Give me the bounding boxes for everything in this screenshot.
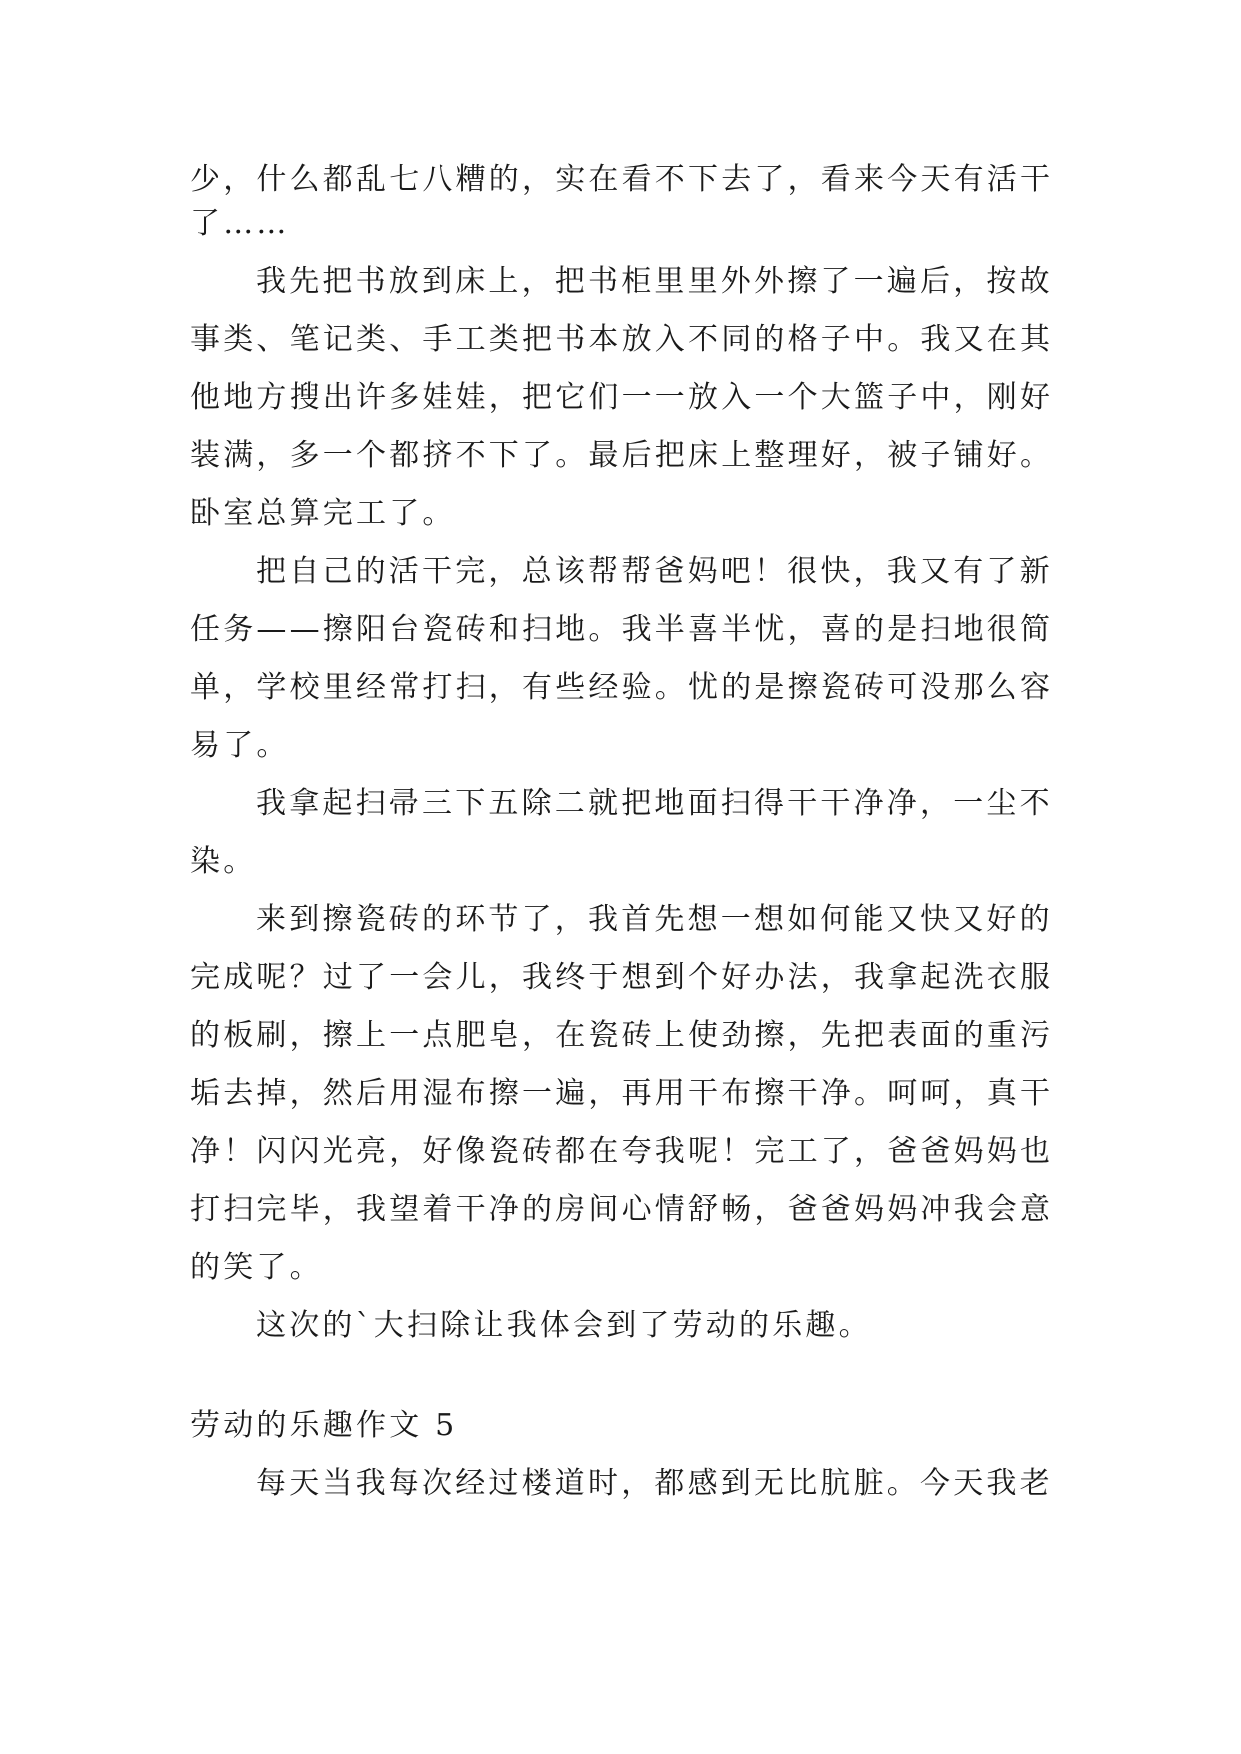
paragraph bbox=[190, 158, 1070, 246]
text-line: 这次的`大扫除让我体会到了劳动的乐趣。 bbox=[256, 1308, 872, 1343]
text-line: 我拿起扫帚三下五除二就把地面扫得干干净净，一尘不 bbox=[256, 786, 1053, 821]
text-line: 完成呢？过了一会儿，我终于想到个好办法，我拿起洗衣服 bbox=[190, 960, 1054, 995]
text-line: 的板刷，擦上一点肥皂，在瓷砖上使劲擦，先把表面的重污 bbox=[190, 1018, 1054, 1053]
text-line: 装满，多一个都挤不下了。最后把床上整理好，被子铺好。 bbox=[190, 438, 1054, 473]
paragraph bbox=[190, 782, 1070, 884]
text-line: 事类、笔记类、手工类把书本放入不同的格子中。我又在其 bbox=[190, 322, 1054, 357]
section-title: 劳动的乐趣作文 5 bbox=[190, 1408, 458, 1443]
text-line: 少，什么都乱七八糟的，实在看不下去了，看来今天有活干 bbox=[190, 162, 1054, 197]
text-line: 卧室总算完工了。 bbox=[190, 496, 456, 531]
text-line: 来到擦瓷砖的环节了，我首先想一想如何能又快又好的 bbox=[256, 902, 1053, 937]
text-line: 每天当我每次经过楼道时，都感到无比肮脏。今天我老 bbox=[256, 1466, 1053, 1501]
document-page bbox=[190, 158, 1070, 1506]
paragraph bbox=[190, 550, 1070, 768]
paragraph bbox=[190, 1304, 1070, 1348]
paragraph bbox=[190, 898, 1070, 1290]
text-line: 染。 bbox=[190, 844, 257, 879]
text-line: 易了。 bbox=[190, 728, 290, 763]
text-line: 我先把书放到床上，把书柜里里外外擦了一遍后，按故 bbox=[256, 264, 1053, 299]
text-line: 任务——擦阳台瓷砖和扫地。我半喜半忧，喜的是扫地很简 bbox=[190, 612, 1054, 647]
paragraph bbox=[190, 260, 1070, 536]
text-line: 垢去掉，然后用湿布擦一遍，再用干布擦干净。呵呵，真干 bbox=[190, 1076, 1054, 1111]
text-line: 的笑了。 bbox=[190, 1250, 323, 1285]
text-line: 打扫完毕，我望着干净的房间心情舒畅，爸爸妈妈冲我会意 bbox=[190, 1192, 1054, 1227]
text-line: 单，学校里经常打扫，有些经验。忧的是擦瓷砖可没那么容 bbox=[190, 670, 1054, 705]
text-line: 把自己的活干完，总该帮帮爸妈吧！很快，我又有了新 bbox=[256, 554, 1053, 589]
text-line: 净！闪闪光亮，好像瓷砖都在夸我呢！完工了，爸爸妈妈也 bbox=[190, 1134, 1054, 1169]
text-line: 他地方搜出许多娃娃，把它们一一放入一个大篮子中，刚好 bbox=[190, 380, 1054, 415]
text-line: 了…… bbox=[190, 206, 290, 241]
